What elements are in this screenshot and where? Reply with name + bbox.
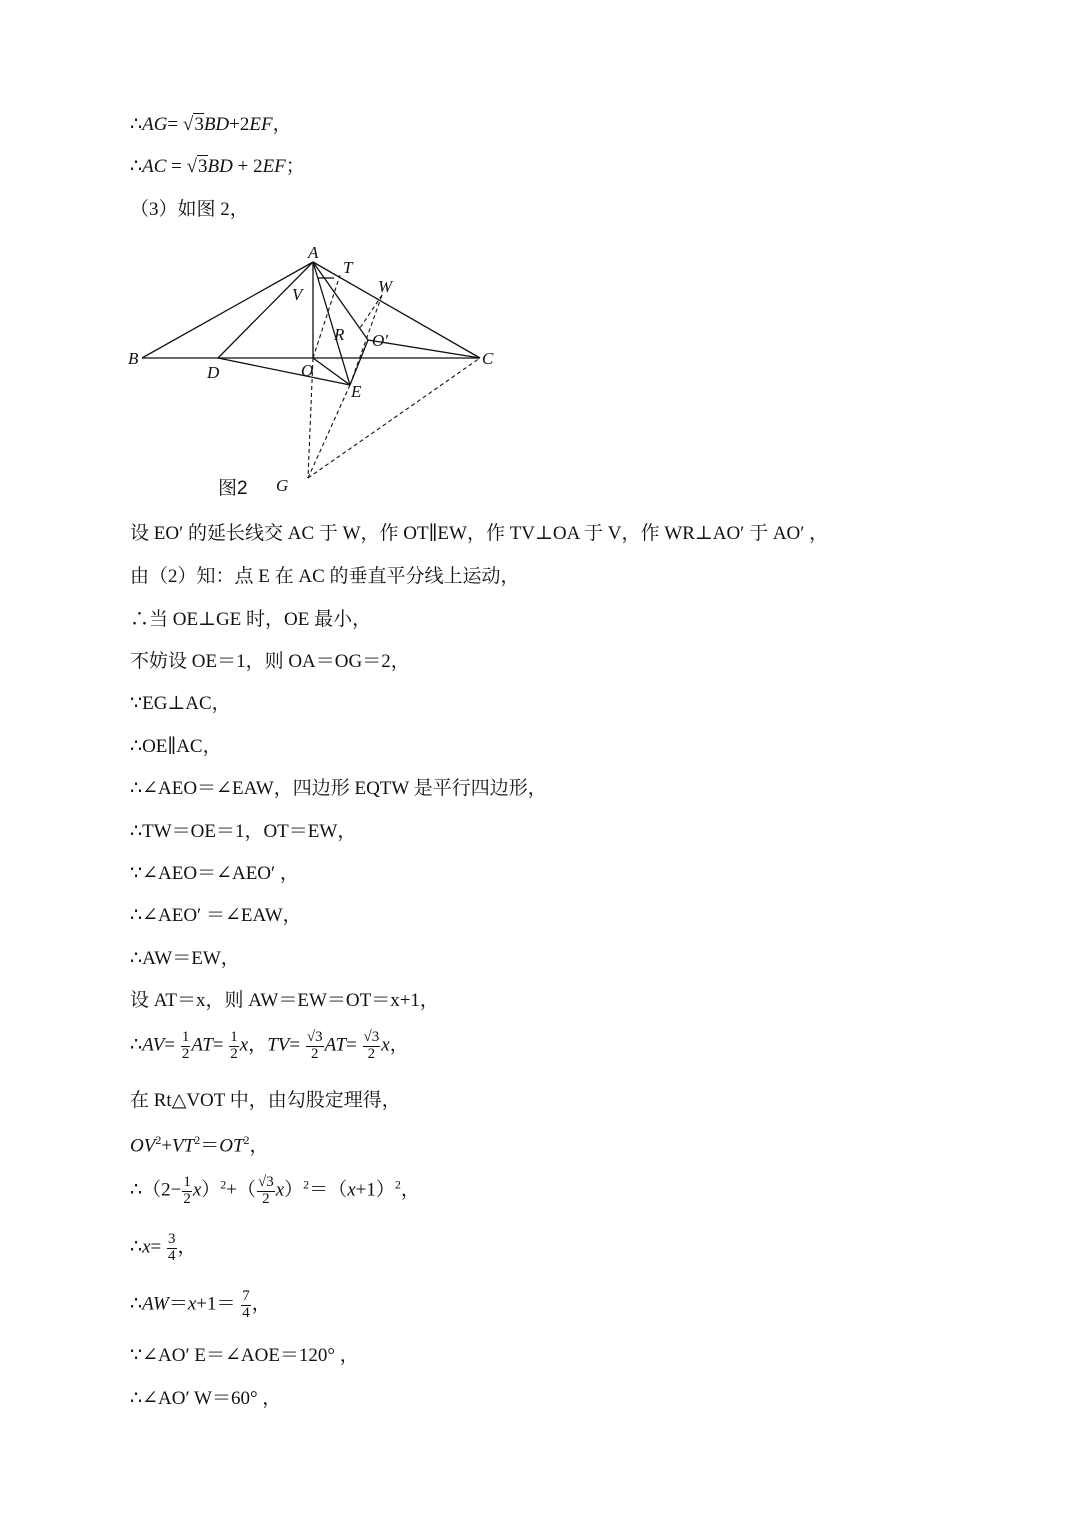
line-pythagoras: $OV^2+VT^2=OT^2$， — [130, 1133, 269, 1157]
label-g: G — [276, 476, 289, 495]
line-angle-60: ∴∠AO′ W＝60° ， — [130, 1388, 282, 1409]
line-ac-equation: ∴AC = √3BD + 2EF； — [130, 156, 305, 177]
line-angle-aeo-aeo-prime: ∵∠AEO＝∠AEO′ ， — [130, 863, 299, 884]
line-assume-oe: 不妨设 OE＝1，则 OA＝OG＝2， — [130, 651, 410, 672]
line-part3-heading: （3）如图 2， — [130, 199, 249, 220]
line-angle-aeo-prime-eaw: ∴∠AEO′ ＝∠EAW， — [130, 905, 302, 926]
label-d: D — [207, 363, 220, 382]
label-e: E — [351, 382, 362, 401]
line-angle-120: ∵∠AO′ E＝∠AOE＝120° ， — [130, 1345, 359, 1366]
line-from-part2: 由（2）知：点 E 在 AC 的垂直平分线上运动， — [130, 566, 520, 587]
line-av-tv: ∴AV= $\frac{1}{2}$ AT= $\frac{1}{2}$ x，TV= $\frac{√3}{2}$ AT= $\frac{√3}{2}$ x， — [130, 1029, 409, 1062]
label-w: W — [378, 277, 393, 296]
line-construction: 设 EO′ 的延长线交 AC 于 W，作 OT∥EW，作 TV⊥OA 于 V，作 WR⊥AO′ 于 AO′ ， — [130, 523, 829, 544]
label-c: C — [482, 349, 494, 368]
label-t: T — [343, 258, 353, 277]
figure-caption: 图2 — [218, 478, 248, 499]
label-v: V — [292, 285, 303, 304]
label-o: O — [301, 361, 314, 380]
line-rt-triangle: 在 Rt△VOT 中，由勾股定理得， — [130, 1090, 401, 1111]
geometry-figure-2 — [120, 240, 500, 505]
line-set-at-x: 设 AT＝x，则 AW＝EW＝OT＝x+1， — [130, 990, 439, 1011]
line-equation-x: ∴（2− $\frac{1}{2}$ x）$^2$+（ $\frac{√3}{2}$ $x)^2=(x+1)^2$， — [130, 1174, 420, 1207]
line-tw-oe: ∴TW＝OE＝1，OT＝EW， — [130, 821, 357, 842]
line-aw-value: ∴AW＝x+1＝ $\frac{7}{4}$ ， — [130, 1288, 271, 1321]
label-a: A — [308, 243, 319, 262]
line-angle-aeo-eaw: ∴∠AEO＝∠EAW，四边形 EQTW 是平行四边形， — [130, 778, 547, 799]
line-x-value: ∴x= $\frac{3}{4}$ ， — [130, 1231, 197, 1264]
line-eg-perp-ac: ∵EG⊥AC， — [130, 693, 231, 714]
line-oe-parallel-ac: ∴OE∥AC， — [130, 736, 222, 757]
label-o-prime: O′ — [372, 331, 388, 350]
line-oe-minimum: ∴当 OE⊥GE 时，OE 最小， — [130, 609, 372, 630]
line-aw-ew: ∴AW＝EW， — [130, 948, 240, 969]
label-b: B — [128, 349, 139, 368]
line-ag-equation: ∴AG= √3BD+2EF， — [130, 114, 292, 135]
label-r: R — [334, 325, 345, 344]
